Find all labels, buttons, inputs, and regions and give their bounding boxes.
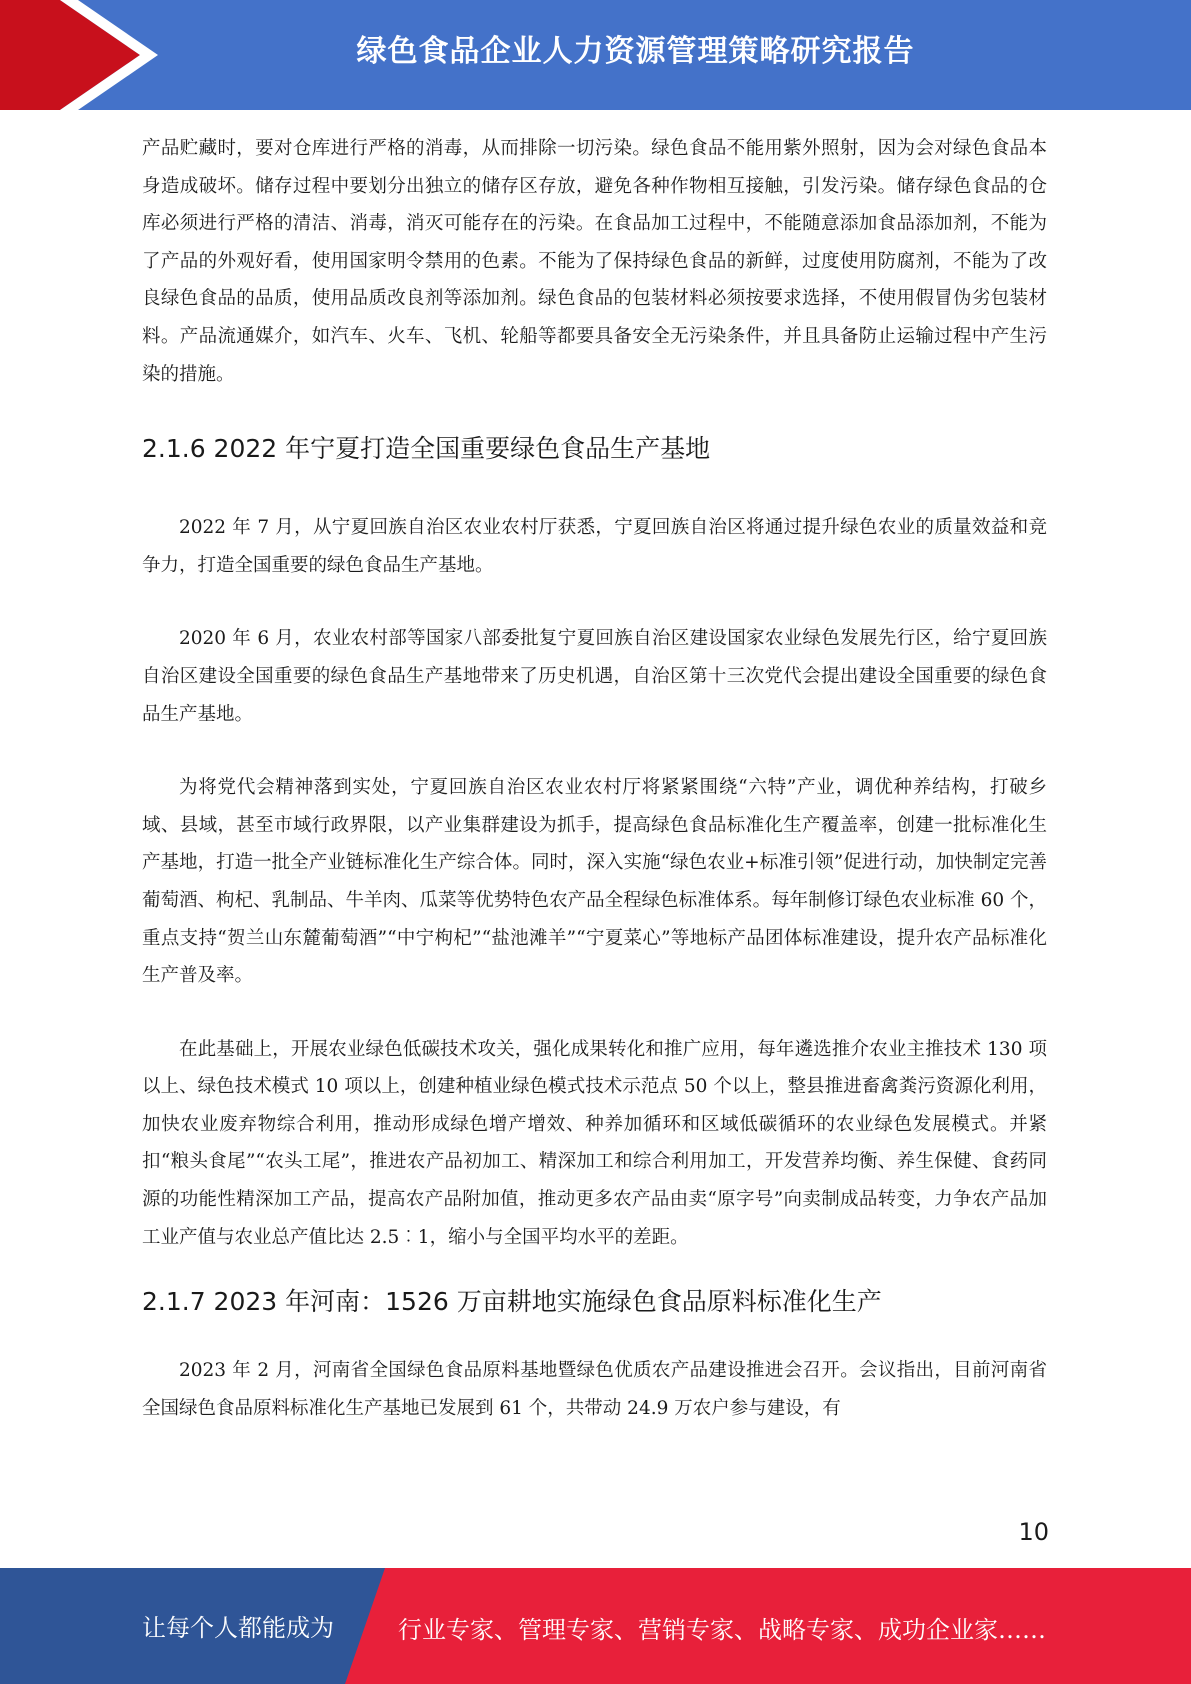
page-header [0, 0, 1191, 110]
paragraph-ningxia-measures: 为将党代会精神落到实处，宁夏回族自治区农业农村厅将紧紧围绕“六特”产业，调优种养结构，打破乡域、县域，甚至市域行政界限，以产业集群建设为抓手，提高绿色食品标准化生产覆盖率，创建一批标准化生产基地，打造一批全产业链标准化生产综合体。同时，深入实施“绿色农业+标准引领”促进行动，加快制定完善葡萄酒、枸杞、乳制品、牛羊肉、瓜菜等优势特色农产品全程绿色标准体系。每年制修订绿色农业标准 60 个，重点支持“贺兰山东麓葡萄酒”“中宁枸杞”“盐池滩羊”“宁夏菜心”等地标产品团体标准建设，提升农产品标准化生产普及率。 [142, 777, 1047, 987]
section-heading-2-1-6: 2.1.6 2022 年宁夏打造全国重要绿色食品生产基地 [142, 434, 711, 464]
paragraph-ningxia-technology: 在此基础上，开展农业绿色低碳技术攻关，强化成果转化和推广应用，每年遴选推介农业主推技术 130 项以上、绿色技术模式 10 项以上，创建种植业绿色模式技术示范点 50 个以上，整县推进畜禽粪污资源化利用，加快农业废弃物综合利用，推动形成绿色增产增效、种养加循环和区域低碳循环的农业绿色发展模式。并紧扣“粮头食尾”“农头工尾”，推进农产品初加工、精深加工和综合利用加工，开发营养均衡、养生保健、食药同源的功能性精深加工产品，提高农产品附加值，推动更多农产品由卖“原字号”向卖制成品转变，力争农产品加工业产值与农业总产值比达 2.5︰1，缩小与全国平均水平的差距。 [142, 1038, 1047, 1248]
section-heading-2-1-7: 2.1.7 2023 年河南：1526 万亩耕地实施绿色食品原料标准化生产 [142, 1287, 882, 1317]
paragraph-ningxia-2020: 2020 年 6 月，农业农村部等国家八部委批复宁夏回族自治区建设国家农业绿色发展先行区，给宁夏回族自治区建设全国重要的绿色食品生产基地带来了历史机遇，自治区第十三次党代会提出建设全国重要的绿色食品生产基地。 [142, 628, 1047, 725]
paragraph-henan-intro: 2023 年 2 月，河南省全国绿色食品原料基地暨绿色优质农产品建设推进会召开。会议指出，目前河南省全国绿色食品原料标准化生产基地已发展到 61 个，共带动 24.9 万农户参与建设，有 [142, 1360, 1047, 1419]
footer-slogan-left: 让每个人都能成为 [142, 1614, 334, 1642]
paragraph-ningxia-intro: 2022 年 7 月，从宁夏回族自治区农业农村厅获悉，宁夏回族自治区将通过提升绿色农业的质量效益和竞争力，打造全国重要的绿色食品生产基地。 [142, 517, 1047, 576]
page-footer [0, 1568, 1191, 1684]
report-title: 绿色食品企业人力资源管理策略研究报告 [356, 34, 915, 69]
page-content [142, 130, 1047, 1427]
paragraph-storage: 产品贮藏时，要对仓库进行严格的消毒，从而排除一切污染。绿色食品不能用紫外照射，因为会对绿色食品本身造成破坏。储存过程中要划分出独立的储存区存放，避免各种作物相互接触，引发污染。储存绿色食品的仓库必须进行严格的清洁、消毒，消灭可能存在的污染。在食品加工过程中，不能随意添加食品添加剂，不能为了产品的外观好看，使用国家明令禁用的色素。不能为了保持绿色食品的新鲜，过度使用防腐剂，不能为了改良绿色食品的品质，使用品质改良剂等添加剂。绿色食品的包装材料必须按要求选择，不使用假冒伪劣包装材料。产品流通媒介，如汽车、火车、飞机、轮船等都要具备安全无污染条件，并且具备防止运输过程中产生污染的措施。 [142, 138, 1047, 385]
page-number: 10 [1018, 1518, 1049, 1546]
footer-slogan-right: 行业专家、管理专家、营销专家、战略专家、成功企业家…… [398, 1616, 1046, 1644]
